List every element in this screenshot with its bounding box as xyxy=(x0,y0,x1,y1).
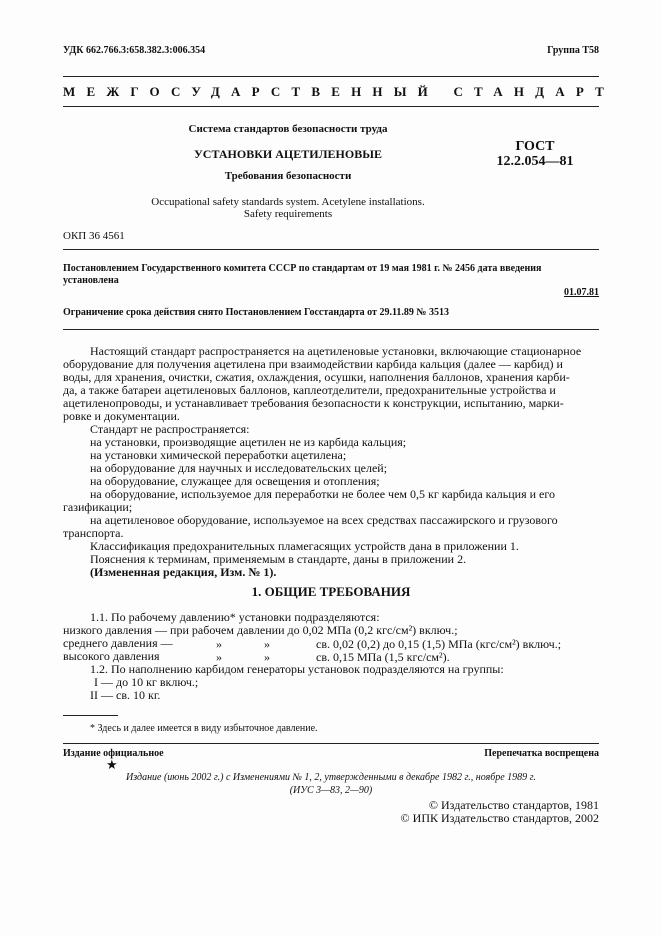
explanations-note: Пояснения к терминам, применяемым в стандарте, даны в приложении 2. xyxy=(90,552,467,566)
exclusion-item: на ацетиленовое оборудование, используемое на всех средствах пассажирского и грузового xyxy=(90,513,558,527)
intro-line: да, а также батареи ацетиленовых баллонов, каплеотделители, предохранительные устройства и xyxy=(63,383,556,397)
banner-title: МЕЖГОСУДАРСТВЕННЫЙ СТАНДАРТ xyxy=(63,84,616,99)
pressure-medium-label: среднего давления — xyxy=(63,636,173,650)
limit-removed: Ограничение срока действия снято Постановлением Госстандарта от 29.11.89 № 3513 xyxy=(63,307,449,318)
udk-code: УДК 662.766.3:658.382.3:006.354 xyxy=(63,45,206,56)
ditto-mark: » xyxy=(264,637,270,651)
footer-rule xyxy=(63,743,599,744)
gost-number: 12.2.054—81 xyxy=(496,154,574,169)
exclusion-item: на установки химической переработки ацетилена; xyxy=(90,448,347,462)
footnote: * Здесь и далее имеется в виду избыточное давление. xyxy=(90,723,318,734)
amendment-note: (Измененная редакция, Изм. № 1). xyxy=(90,565,277,579)
okp-rule xyxy=(63,249,599,250)
intro-line: ацетиленопроводы, и устанавливает требования безопасности к конструкции, испытанию, марки- xyxy=(63,396,564,410)
decree-date: 01.07.81 xyxy=(564,287,599,298)
exclusion-item: на установки, производящие ацетилен не из карбида кальция; xyxy=(90,435,407,449)
decree-rule xyxy=(63,329,599,330)
intro-line: оборудование для получения ацетилена при взаимодействии карбида кальция (далее — карбид) и xyxy=(63,357,563,371)
group-two: II — св. 10 кг. xyxy=(90,688,161,702)
decree-line1: Постановлением Государственного комитета СССР по стандартам от 19 мая 1981 г. № 2456 дата введения xyxy=(63,263,542,274)
gost-label: ГОСТ xyxy=(515,139,555,154)
exclusion-item-cont: транспорта. xyxy=(63,526,124,540)
group-one: I — до 10 кг включ.; xyxy=(94,675,199,689)
star-icon: ★ xyxy=(106,758,118,773)
ditto-mark: » xyxy=(216,650,222,664)
exclusion-item: на оборудование, используемое для переработки не более чем 0,5 кг карбида кальция и его xyxy=(90,487,555,501)
banner-rule xyxy=(63,106,599,107)
copyright-1981: © Издательство стандартов, 1981 xyxy=(428,798,599,812)
exclusion-item-cont: газификации; xyxy=(63,500,133,514)
pressure-high-label: высокого давления xyxy=(63,649,160,663)
pressure-high-value: св. 0,15 МПа (1,5 кгс/см²). xyxy=(316,650,450,664)
footnote-rule xyxy=(63,715,118,716)
decree-line2: установлена xyxy=(63,275,119,286)
clause-1-2: 1.2. По наполнению карбидом генераторы установок подразделяются на группы: xyxy=(90,662,504,676)
group-code: Группа Т58 xyxy=(547,45,599,56)
section-heading: 1. ОБЩИЕ ТРЕБОВАНИЯ xyxy=(251,584,411,599)
official-edition: Издание официальное xyxy=(63,748,164,759)
copyright-2002: © ИПК Издательство стандартов, 2002 xyxy=(400,811,599,825)
english-title-line1: Occupational safety standards system. Acetylene installations. xyxy=(151,196,425,208)
not-apply-heading: Стандарт не распространяется: xyxy=(90,422,250,436)
intro-line: воды, для хранения, очистки, сжатия, охлаждения, осушки, наполнения баллонов, хранения карби- xyxy=(63,370,570,384)
system-title: Система стандартов безопасности труда xyxy=(188,123,388,135)
classification-note: Классификация предохранительных пламегасящих устройств дана в приложении 1. xyxy=(90,539,519,553)
edition-note: Издание (июнь 2002 г.) с Изменениями № 1, 2, утвержденными в декабре 1982 г., ноябре 1989 г. xyxy=(126,772,536,783)
top-rule xyxy=(63,76,599,77)
pressure-low: низкого давления — при рабочем давлении до 0,02 МПа (0,2 кгс/см²) включ.; xyxy=(63,623,458,637)
reprint-forbidden: Перепечатка воспрещена xyxy=(484,748,599,759)
intro-line: Настоящий стандарт распространяется на ацетиленовые установки, включающие стационарное xyxy=(90,344,582,358)
english-title-line2: Safety requirements xyxy=(243,208,333,220)
ditto-mark: » xyxy=(264,650,270,664)
pressure-medium-value: св. 0,02 (0,2) до 0,15 (1,5) МПа (кгс/см²) включ.; xyxy=(316,637,562,651)
ditto-mark: » xyxy=(216,637,222,651)
exclusion-item: на оборудование, служащее для освещения и отопления; xyxy=(90,474,380,488)
okp-code: ОКП 36 4561 xyxy=(63,230,125,242)
exclusion-item: на оборудование для научных и исследовательских целей; xyxy=(90,461,388,475)
intro-line: ровке и документации. xyxy=(63,409,180,423)
clause-1-1: 1.1. По рабочему давлению* установки подразделяются: xyxy=(90,610,380,624)
ius-note: (ИУС 3—83, 2—90) xyxy=(289,785,373,796)
standard-title: УСТАНОВКИ АЦЕТИЛЕНОВЫЕ xyxy=(194,147,382,161)
standard-subtitle: Требования безопасности xyxy=(224,170,352,182)
